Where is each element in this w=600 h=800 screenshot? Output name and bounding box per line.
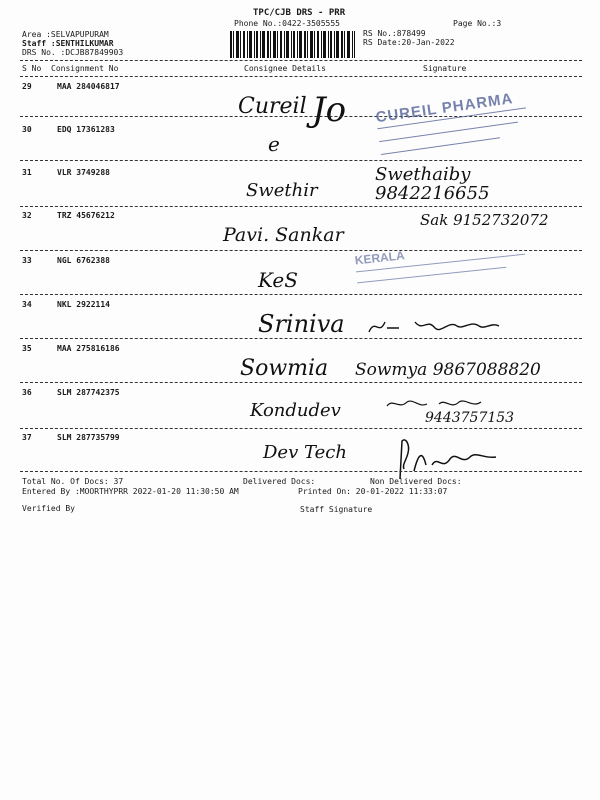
- verified-by: Verified By: [22, 504, 75, 513]
- row-consignment: SLM 287735799: [57, 433, 120, 442]
- row-consignment: NKL 2922114: [57, 300, 110, 309]
- row-divider: [20, 206, 582, 207]
- col-signature: Signature: [423, 64, 467, 73]
- row-sno: 31: [22, 168, 32, 177]
- header-divider-top: [20, 60, 582, 61]
- handwritten-signature: Swethaiby 9842216655: [375, 164, 490, 204]
- delivered-docs: Delivered Docs:: [243, 477, 316, 486]
- stamp-text: KERALA: [354, 248, 406, 268]
- row-sno: 37: [22, 433, 32, 442]
- header-divider-bottom: [20, 76, 582, 77]
- handwritten-signature: Sak 9152732072: [420, 211, 549, 229]
- row-consignment: MAA 275816186: [57, 344, 120, 353]
- entered-by: Entered By :MOORTHYPRR 2022-01-20 11:30:50 AM: [22, 487, 239, 496]
- handwritten-signature: Jo: [312, 90, 347, 130]
- row-divider: [20, 294, 582, 295]
- handwritten-name: Pavi. Sankar: [223, 224, 344, 246]
- handwritten-name: KeS: [258, 268, 298, 292]
- col-sno: S No: [22, 64, 42, 73]
- company-stamp: [375, 87, 542, 167]
- staff-label: Staff :SENTHILKUMAR: [22, 39, 114, 48]
- row-consignment: NGL 6762388: [57, 256, 110, 265]
- page-number: Page No.:3: [453, 19, 502, 28]
- row-sno: 34: [22, 300, 32, 309]
- handwritten-name: e: [268, 132, 280, 156]
- row-sno: 33: [22, 256, 32, 265]
- row-sno: 32: [22, 211, 32, 220]
- row-divider: [20, 428, 582, 429]
- handwritten-name: Sriniva: [258, 310, 345, 338]
- handwritten-name: Kondudev: [250, 400, 341, 421]
- handwritten-signature-scribble: [392, 435, 502, 480]
- rs-date: RS Date:20-Jan-2022: [363, 38, 455, 47]
- col-consignment: Consignment No: [51, 64, 119, 73]
- row-divider: [20, 471, 582, 472]
- area-label: Area :SELVAPUPURAM: [22, 30, 109, 39]
- row-consignment: EDQ 17361283: [57, 125, 115, 134]
- non-delivered-docs: Non Delivered Docs:: [370, 477, 462, 486]
- barcode: [230, 31, 355, 58]
- row-divider: [20, 160, 582, 161]
- row-sno: 29: [22, 82, 32, 91]
- row-sno: 35: [22, 344, 32, 353]
- total-docs: Total No. Of Docs: 37: [22, 477, 124, 486]
- row-sno: 30: [22, 125, 32, 134]
- row-consignment: TRZ 45676212: [57, 211, 115, 220]
- row-divider: [20, 382, 582, 383]
- handwritten-phone: 9443757153: [425, 410, 515, 426]
- stamp-text: CUREIL PHARMA: [374, 90, 515, 127]
- rs-number: RS No.:878499: [363, 29, 426, 38]
- row-consignment: MAA 284046817: [57, 82, 120, 91]
- row-consignment: SLM 287742375: [57, 388, 120, 397]
- handwritten-name: Cureil: [238, 94, 307, 119]
- handwritten-signature-scribble: [365, 314, 505, 338]
- row-sno: 36: [22, 388, 32, 397]
- row-consignment: VLR 3749288: [57, 168, 110, 177]
- document-title: TPC/CJB DRS - PRR: [253, 8, 346, 18]
- row-divider: [20, 338, 582, 339]
- phone-number: Phone No.:0422-3505555: [234, 19, 340, 28]
- drs-number: DRS No. :DCJB87849903: [22, 48, 124, 57]
- handwritten-name: Swethir: [246, 180, 318, 201]
- handwritten-name: Sowmia: [240, 356, 329, 381]
- staff-signature: Staff Signature: [300, 505, 373, 514]
- printed-on: Printed On: 20-01-2022 11:33:07: [298, 487, 448, 496]
- courier-stamp: [354, 235, 538, 300]
- col-consignee: Consignee Details: [244, 64, 326, 73]
- handwritten-signature: Sowmya 9867088820: [355, 360, 541, 380]
- handwritten-name: Dev Tech: [263, 442, 347, 463]
